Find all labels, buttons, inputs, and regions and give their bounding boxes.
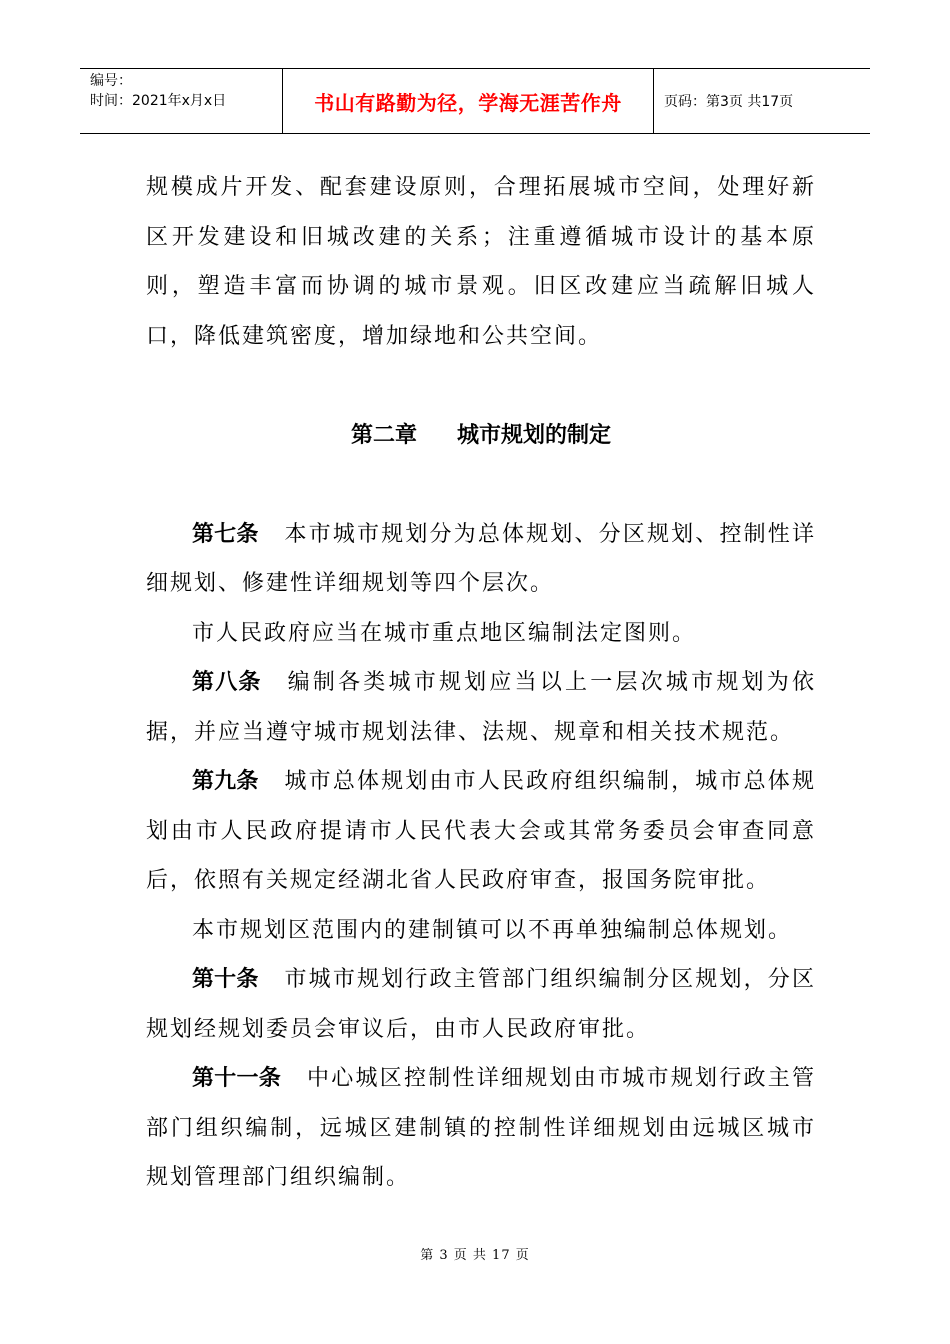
- page-header: [80, 68, 870, 134]
- document-date: 时间：2021年x月x日: [90, 93, 227, 109]
- chapter-title: 城市规划的制定: [457, 422, 612, 448]
- header-meta: [80, 69, 283, 133]
- article-label: 第八条: [192, 670, 262, 695]
- article-text: 城市总体规划由市人民政府组织编制，城市总体规划由市人民政府提请市人民代表大会或其常务委员会审查同意后，依照有关规定经湖北省人民政府审查，报国务院审批。: [146, 769, 816, 893]
- section-spacer: [146, 361, 816, 411]
- article-11: [146, 1054, 816, 1203]
- article-text: 中心城区控制性详细规划由市城市规划行政主管部门组织编制，远城区建制镇的控制性详细规划由远城区城市规划管理部门组织编制。: [146, 1066, 816, 1190]
- article-10: [146, 955, 816, 1054]
- header-page-info: 页码：第3页 共17页: [664, 94, 794, 110]
- document-body: [146, 163, 816, 1203]
- article-7-paragraph-2: 市人民政府应当在城市重点地区编制法定图则。: [192, 620, 697, 646]
- article-9: [146, 757, 816, 906]
- article-label: 第七条: [192, 521, 259, 547]
- section-spacer: [146, 460, 816, 510]
- article-text: 编制各类城市规划应当以上一层次城市规划为依据，并应当遵守城市规划法律、法规、规章和相关技术规范。: [146, 670, 816, 745]
- intro-paragraph: 规模成片开发、配套建设原则，合理拓展城市空间，处理好新区开发建设和旧城改建的关系；注重遵循城市设计的基本原则，塑造丰富而协调的城市景观。旧区改建应当疏解旧城人口，降低建筑密度，增加绿地和公共空间。: [146, 175, 816, 349]
- header-motto: 书山有路勤为径，学海无涯苦作舟: [283, 69, 654, 133]
- article-label: 第十条: [192, 967, 259, 992]
- chapter-heading: [146, 411, 816, 461]
- article-text: 市城市规划行政主管部门组织编制分区规划，分区规划经规划委员会审议后，由市人民政府审批。: [146, 967, 816, 1042]
- article-label: 第九条: [192, 769, 259, 794]
- page-footer: 第 3 页 共 17 页: [420, 1248, 530, 1263]
- article-text: 本市城市规划分为总体规划、分区规划、控制性详细规划、修建性详细规划等四个层次。: [146, 521, 816, 596]
- article-9-paragraph-2: 本市规划区范围内的建制镇可以不再单独编制总体规划。: [192, 917, 793, 943]
- article-label: 第十一条: [192, 1066, 281, 1091]
- chapter-number: 第二章: [350, 422, 417, 448]
- article-7: [146, 510, 816, 609]
- document-number-label: 编号：: [90, 73, 132, 89]
- article-8: [146, 658, 816, 757]
